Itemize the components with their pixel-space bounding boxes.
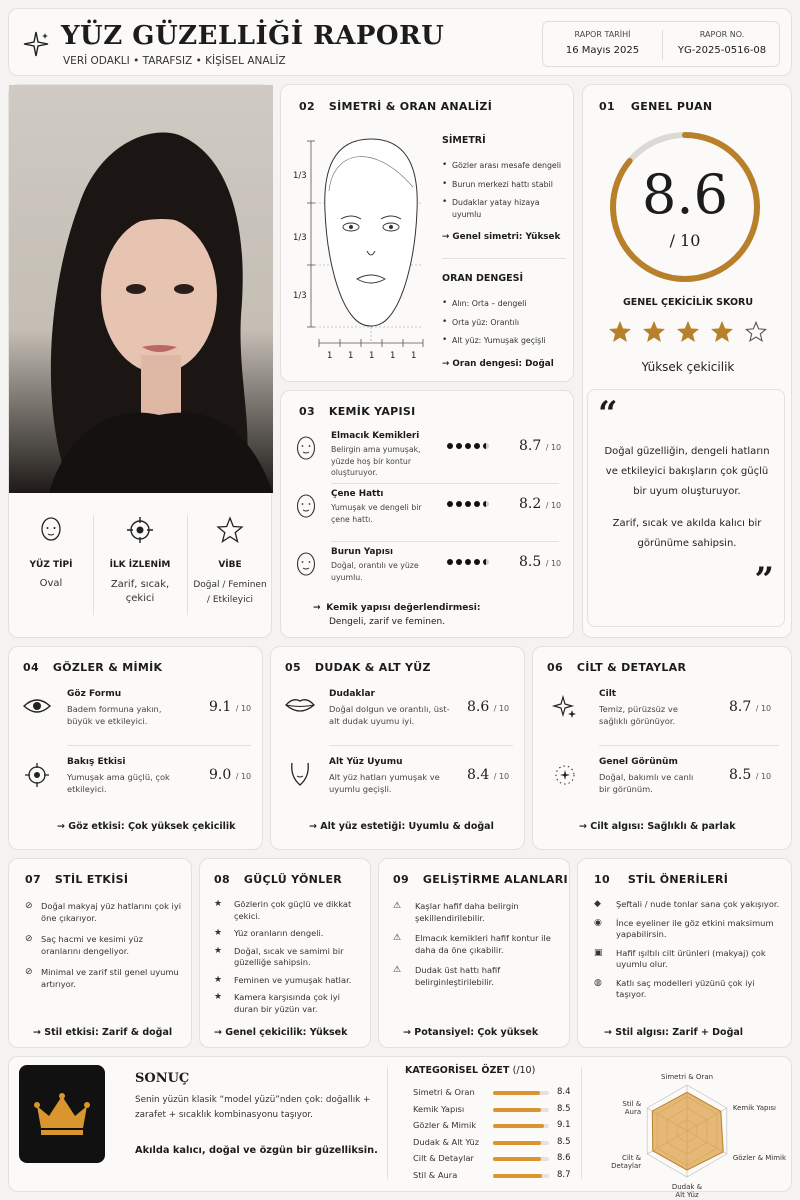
- metric-desc: Doğal dolgun ve orantılı, üst-alt dudak uyumu iyi.: [329, 704, 450, 726]
- score-dot: [456, 501, 462, 507]
- radar-label: Dudak & Alt Yüz: [671, 1183, 703, 1199]
- lips-result: → Alt yüz estetiği: Uyumlu & doğal: [309, 821, 494, 832]
- strength-item: ★ Feminen ve yumuşak hatlar.: [214, 974, 352, 985]
- bar-category-label: Kemik Yapısı: [413, 1103, 465, 1114]
- date-value: 16 Mayıs 2025: [565, 45, 640, 56]
- section-number: 02: [299, 100, 315, 113]
- bone-metric-name: Burun Yapısı: [331, 547, 393, 557]
- conclusion-title: SONUÇ: [135, 1071, 190, 1086]
- lips-icon: [285, 697, 315, 717]
- metric-desc: Alt yüz hatları yumuşak ve uyumlu geçişli.: [329, 772, 440, 794]
- section-title: GÖZLER & MİMİK: [52, 661, 163, 674]
- crown-badge: [19, 1065, 105, 1163]
- fifth-label: 1: [369, 351, 375, 361]
- bar: [493, 1157, 541, 1161]
- header-card: [8, 8, 792, 76]
- warning-icon: ⚠: [393, 933, 402, 943]
- score-dots: [447, 559, 492, 565]
- first-impression-value: Zarif, sıcak, çekici: [110, 579, 170, 604]
- metric-desc: Badem formuna yakın, büyük ve etkileyici.: [67, 704, 162, 726]
- improvement-item: ⚠ Kaşlar hafif daha belirgin şekillendirilebilir.: [393, 901, 519, 923]
- bar-category-label: Cilt & Detaylar: [413, 1153, 474, 1163]
- metric-score: 9.1 / 10: [209, 699, 252, 715]
- skin-result: → Cilt algısı: Sağlıklı & parlak: [579, 821, 736, 832]
- quote-text-2: Zarif, sıcak ve akılda kalıcı bir görünüme sahipsin.: [612, 518, 762, 549]
- bone-metric-row: [281, 431, 575, 481]
- style-result: → Stil etkisi: Zarif & doğal: [33, 1027, 173, 1038]
- score-dot: [447, 443, 453, 449]
- section-title: CİLT & DETAYLAR: [576, 661, 687, 674]
- section-number: 10: [594, 873, 610, 886]
- bar: [493, 1141, 541, 1145]
- ratio-item: • Orta yüz: Orantılı: [442, 316, 520, 327]
- symmetry-result: → Genel simetri: Yüksek: [442, 232, 561, 242]
- open-quote-icon: “: [598, 394, 618, 434]
- eye-icon: [23, 697, 51, 719]
- score-label: GENEL ÇEKİCİLİK SKORU: [622, 297, 754, 308]
- section-number: 06: [547, 661, 563, 674]
- strength-item: ★ Yüz oranların dengeli.: [214, 928, 324, 938]
- metric-score: 8.4 / 10: [467, 767, 510, 783]
- improvement-item: ⚠ Dudak üst hattı hafif belirginleştirilebilir.: [393, 965, 501, 987]
- hair-wave-icon: ◍: [594, 977, 602, 988]
- lips-card: [270, 646, 525, 850]
- report-meta-box: [542, 21, 780, 67]
- bar: [493, 1174, 542, 1178]
- section-title: GENEL PUAN: [630, 100, 713, 113]
- third-label: 1/3: [293, 291, 307, 301]
- summary-bar-chart: [405, 1083, 575, 1187]
- strengths-card: [199, 858, 371, 1048]
- face-type-value: Oval: [39, 578, 63, 589]
- style-card: [8, 858, 192, 1048]
- bone-metric-name: Çene Hattı: [331, 489, 384, 499]
- score-dot: [456, 559, 462, 565]
- strength-item: ★ Doğal, sıcak ve samimi bir güzelliğe sahipsin.: [214, 945, 344, 967]
- rating-text: Yüksek çekicilik: [641, 360, 735, 374]
- section-number: 08: [214, 873, 230, 886]
- section-number: 03: [299, 405, 315, 418]
- improvement-card: [378, 858, 570, 1048]
- bar-value-label: 8.6: [557, 1153, 571, 1163]
- radar-label: Stil & Aura: [622, 1100, 642, 1116]
- score-dot: [447, 559, 453, 565]
- star-filled-icon: [677, 321, 699, 343]
- report-title: YÜZ GÜZELLİĞİ RAPORU: [61, 21, 445, 51]
- fifth-label: 1: [327, 351, 333, 361]
- chin-icon: [289, 761, 311, 791]
- face-proportion-diagram: [293, 131, 431, 365]
- score-dot: [456, 443, 462, 449]
- quote-box: [587, 389, 785, 627]
- improvement-item: ⚠ Elmacık kemikleri hafif kontur ile daha da öne çıkabilir.: [393, 933, 551, 955]
- cosmetic-bottle-icon: ▣: [594, 947, 603, 958]
- bar-value-label: 8.4: [557, 1087, 571, 1097]
- metric-score: 9.0 / 10: [209, 767, 252, 783]
- ratio-item: • Alt yüz: Yumuşak geçişli: [442, 335, 546, 345]
- face-outline-icon: [36, 515, 66, 545]
- section-number: 01: [599, 100, 615, 113]
- style-item: ⊘ Minimal ve zarif stil genel uyumu artırıyor.: [25, 967, 179, 989]
- metric-name: Göz Formu: [67, 689, 122, 699]
- target-icon: [125, 515, 155, 545]
- fifth-label: 1: [348, 351, 354, 361]
- section-title: SİMETRİ & ORAN ANALİZİ: [328, 100, 493, 113]
- score-out-of: / 10: [669, 231, 701, 250]
- face-type-label: YÜZ TİPİ: [29, 560, 73, 570]
- radar-label: Kemik Yapısı: [732, 1104, 777, 1112]
- ratio-item: • Alın: Orta – dengeli: [442, 298, 527, 308]
- fifth-label: 1: [411, 351, 417, 361]
- section-title: DUDAK & ALT YÜZ: [314, 661, 431, 674]
- first-impression-label: İLK İZLENİM: [109, 560, 171, 570]
- star-empty-icon: [745, 321, 767, 343]
- date-label: RAPOR TARİHİ: [574, 30, 631, 39]
- star-filled-icon: [609, 321, 631, 343]
- improvement-result: → Potansiyel: Çok yüksek: [403, 1027, 539, 1038]
- symmetry-card: [280, 84, 574, 382]
- bar: [493, 1108, 541, 1112]
- metric-name: Alt Yüz Uyumu: [329, 757, 403, 767]
- check-circle-icon: ⊘: [25, 967, 33, 977]
- section-title: STİL ÖNERİLERİ: [627, 873, 729, 886]
- face-outline-icon: [295, 435, 317, 465]
- sparkle-icon: [23, 31, 49, 61]
- tip-item: ▣ Hafif ışıltılı cilt ürünleri (makyaj) çok uyumlu olur.: [594, 947, 766, 969]
- score-dots: [447, 501, 492, 507]
- metric-name: Genel Görünüm: [599, 757, 678, 767]
- bar-value-label: 8.7: [557, 1169, 571, 1180]
- score-dot: [465, 501, 471, 507]
- bone-metric-score: 8.5 / 10: [519, 554, 562, 570]
- strengths-result: → Genel çekicilik: Yüksek: [214, 1027, 348, 1038]
- star-rating: [597, 321, 779, 343]
- score-dot: [474, 443, 480, 449]
- section-number: 05: [285, 661, 301, 674]
- radar-area: [652, 1092, 723, 1170]
- section-title: STİL ETKİSİ: [54, 873, 129, 886]
- bar-category-label: Simetri & Oran: [413, 1087, 475, 1097]
- star-outline-icon: [215, 515, 245, 545]
- check-circle-icon: ⊘: [25, 901, 33, 911]
- skin-card: [532, 646, 792, 850]
- metric-name: Dudaklar: [329, 689, 375, 699]
- bone-metric-desc: Doğal, orantılı ve yüze uyumlu.: [331, 561, 419, 582]
- face-outline-icon: [295, 551, 317, 581]
- report-subtitle: VERİ ODAKLI • TARAFSIZ • KİŞİSEL ANALİZ: [63, 55, 286, 67]
- portrait-photo: [9, 85, 273, 493]
- symmetry-item: • Dudaklar yatay hizaya uyumlu: [442, 197, 540, 219]
- bar-category-label: Stil & Aura: [413, 1169, 458, 1180]
- crosshair-icon: [25, 763, 49, 791]
- third-label: 1/3: [293, 233, 307, 243]
- warning-icon: ⚠: [393, 965, 402, 975]
- bar-category-label: Gözler & Mimik: [413, 1120, 477, 1130]
- star-filled-icon: [643, 321, 665, 343]
- score-dot: [483, 559, 489, 565]
- fifth-label: 1: [390, 351, 396, 361]
- warning-icon: ⚠: [393, 901, 402, 911]
- metric-name: Cilt: [599, 689, 617, 699]
- tip-item: ◆ Şeftali / nude tonlar sana çok yakışıyor.: [594, 899, 780, 909]
- metric-desc: Temiz, pürüzsüz ve sağlıklı görünüyor.: [599, 704, 678, 726]
- radar-chart: [587, 1059, 791, 1199]
- vibe-value: Doğal / Feminen / Etkileyici: [193, 580, 267, 605]
- score-dot: [483, 501, 489, 507]
- ratio-result: → Oran dengesi: Doğal: [442, 358, 554, 369]
- radar-label: Simetri & Oran: [660, 1073, 714, 1081]
- drop-icon: ◆: [594, 899, 601, 909]
- metric-desc: Yumuşak ama güçlü, çok etkileyici.: [67, 772, 170, 794]
- section-title: GÜÇLÜ YÖNLER: [243, 873, 343, 886]
- score-value: 8.6: [642, 163, 728, 226]
- quote-text-1: Doğal güzelliğin, dengeli hatların ve etkileyici bakışların çok güçlü bir uyum oluşturuyor.: [604, 446, 770, 497]
- sparkles-icon: [553, 695, 577, 723]
- radar-label: Cilt & Detaylar: [611, 1154, 642, 1170]
- bar-category-label: Dudak & Alt Yüz: [413, 1136, 480, 1147]
- section-title: GELİŞTİRME ALANLARI: [422, 873, 568, 886]
- bone-metric-name: Elmacık Kemikleri: [331, 431, 420, 441]
- score-dot: [465, 559, 471, 565]
- star-filled-icon: [711, 321, 733, 343]
- section-number: 09: [393, 873, 409, 886]
- conclusion-card: [8, 1056, 792, 1199]
- bone-metric-desc: Yumuşak ve dengeli bir çene hattı.: [331, 503, 422, 524]
- section-number: 04: [23, 661, 39, 674]
- tips-card: [577, 858, 792, 1048]
- check-circle-icon: ⊘: [25, 934, 33, 944]
- bone-metric-score: 8.2 / 10: [519, 496, 562, 512]
- report-no-value: YG-2025-0516-08: [677, 45, 767, 56]
- bar: [493, 1091, 540, 1095]
- score-dot: [465, 443, 471, 449]
- star-icon: ★: [214, 945, 223, 956]
- report-no-label: RAPOR NO.: [699, 30, 745, 39]
- metric-score: 8.5 / 10: [729, 767, 772, 783]
- metric-name: Bakış Etkisi: [67, 757, 126, 767]
- bone-structure-card: [280, 390, 574, 638]
- summary-title: KATEGORİSEL ÖZET (/10): [405, 1065, 536, 1076]
- symmetry-item: • Gözler arası mesafe dengeli: [442, 160, 562, 170]
- score-dots: [447, 443, 492, 449]
- face-outline-icon: [295, 493, 317, 523]
- tips-result: → Stil algısı: Zarif + Doğal: [604, 1027, 744, 1038]
- bone-metric-desc: Belirgin ama yumuşak, yüzde hoş bir kontur oluşturuyor.: [331, 445, 421, 477]
- style-item: ⊘ Doğal makyaj yüz hatlarını çok iyi öne çıkarıyor.: [25, 901, 182, 923]
- metric-score: 8.7 / 10: [729, 699, 772, 715]
- score-dot: [447, 501, 453, 507]
- eyes-card: [8, 646, 263, 850]
- close-quote-icon: ”: [754, 560, 774, 600]
- bar-value-label: 9.1: [557, 1120, 571, 1130]
- section-number: 07: [25, 873, 41, 886]
- strength-item: ★ Gözlerin çok güçlü ve dikkat çekici.: [214, 899, 352, 921]
- symmetry-subtitle: SİMETRİ: [442, 135, 486, 146]
- bar-value-label: 8.5: [557, 1103, 571, 1114]
- tip-item: ◍ Katlı saç modelleri yüzünü çok iyi taşıyor.: [594, 977, 755, 999]
- score-dot: [474, 501, 480, 507]
- star-icon: ★: [214, 974, 223, 985]
- vibe-label: VİBE: [218, 560, 242, 570]
- metric-desc: Doğal, bakımlı ve canlı bir görünüm.: [599, 772, 694, 794]
- bone-metric-row: [281, 547, 575, 597]
- eyes-result: → Göz etkisi: Çok yüksek çekicilik: [57, 821, 236, 832]
- glow-icon: [553, 763, 577, 791]
- profile-card: [8, 84, 272, 638]
- bone-metric-row: [281, 489, 575, 539]
- star-icon: ★: [214, 899, 223, 909]
- score-gauge: [605, 127, 765, 287]
- metric-score: 8.6 / 10: [467, 699, 510, 715]
- star-icon: ★: [214, 992, 223, 1002]
- conclusion-text: Senin yüzün klasik “model yüzü”nden çok: doğallık + zarafet + sıcaklık kombinasyonu taşıyor.: [135, 1095, 371, 1120]
- tip-item: ◉ İnce eyeliner ile göz etkini maksimum yapabilirsin.: [594, 917, 774, 939]
- bar: [493, 1124, 544, 1128]
- score-dot: [474, 559, 480, 565]
- section-title: KEMİK YAPISI: [328, 405, 416, 418]
- star-icon: ★: [214, 928, 223, 938]
- strength-item: ★ Kamera karşısında çok iyi duran bir yüzün var.: [214, 992, 340, 1014]
- crown-icon: [33, 1092, 91, 1136]
- bone-metric-score: 8.7 / 10: [519, 438, 562, 454]
- overall-score-card: [582, 84, 792, 638]
- style-item: ⊘ Saç hacmi ve kesimi yüz oranlarını dengeliyor.: [25, 934, 143, 956]
- symmetry-item: • Burun merkezi hattı stabil: [442, 178, 553, 189]
- conclusion-highlight: Akılda kalıcı, doğal ve özgün bir güzelliksin.: [135, 1145, 378, 1156]
- radar-label: Gözler & Mimik: [732, 1154, 787, 1162]
- score-dot: [483, 443, 489, 449]
- third-label: 1/3: [293, 171, 307, 181]
- eye-icon: ◉: [594, 917, 602, 928]
- ratio-subtitle: ORAN DENGESİ: [442, 273, 523, 284]
- bar-value-label: 8.5: [557, 1136, 571, 1147]
- bone-result: → Kemik yapısı değerlendirmesi: Dengeli, zarif ve feminen.: [313, 603, 481, 627]
